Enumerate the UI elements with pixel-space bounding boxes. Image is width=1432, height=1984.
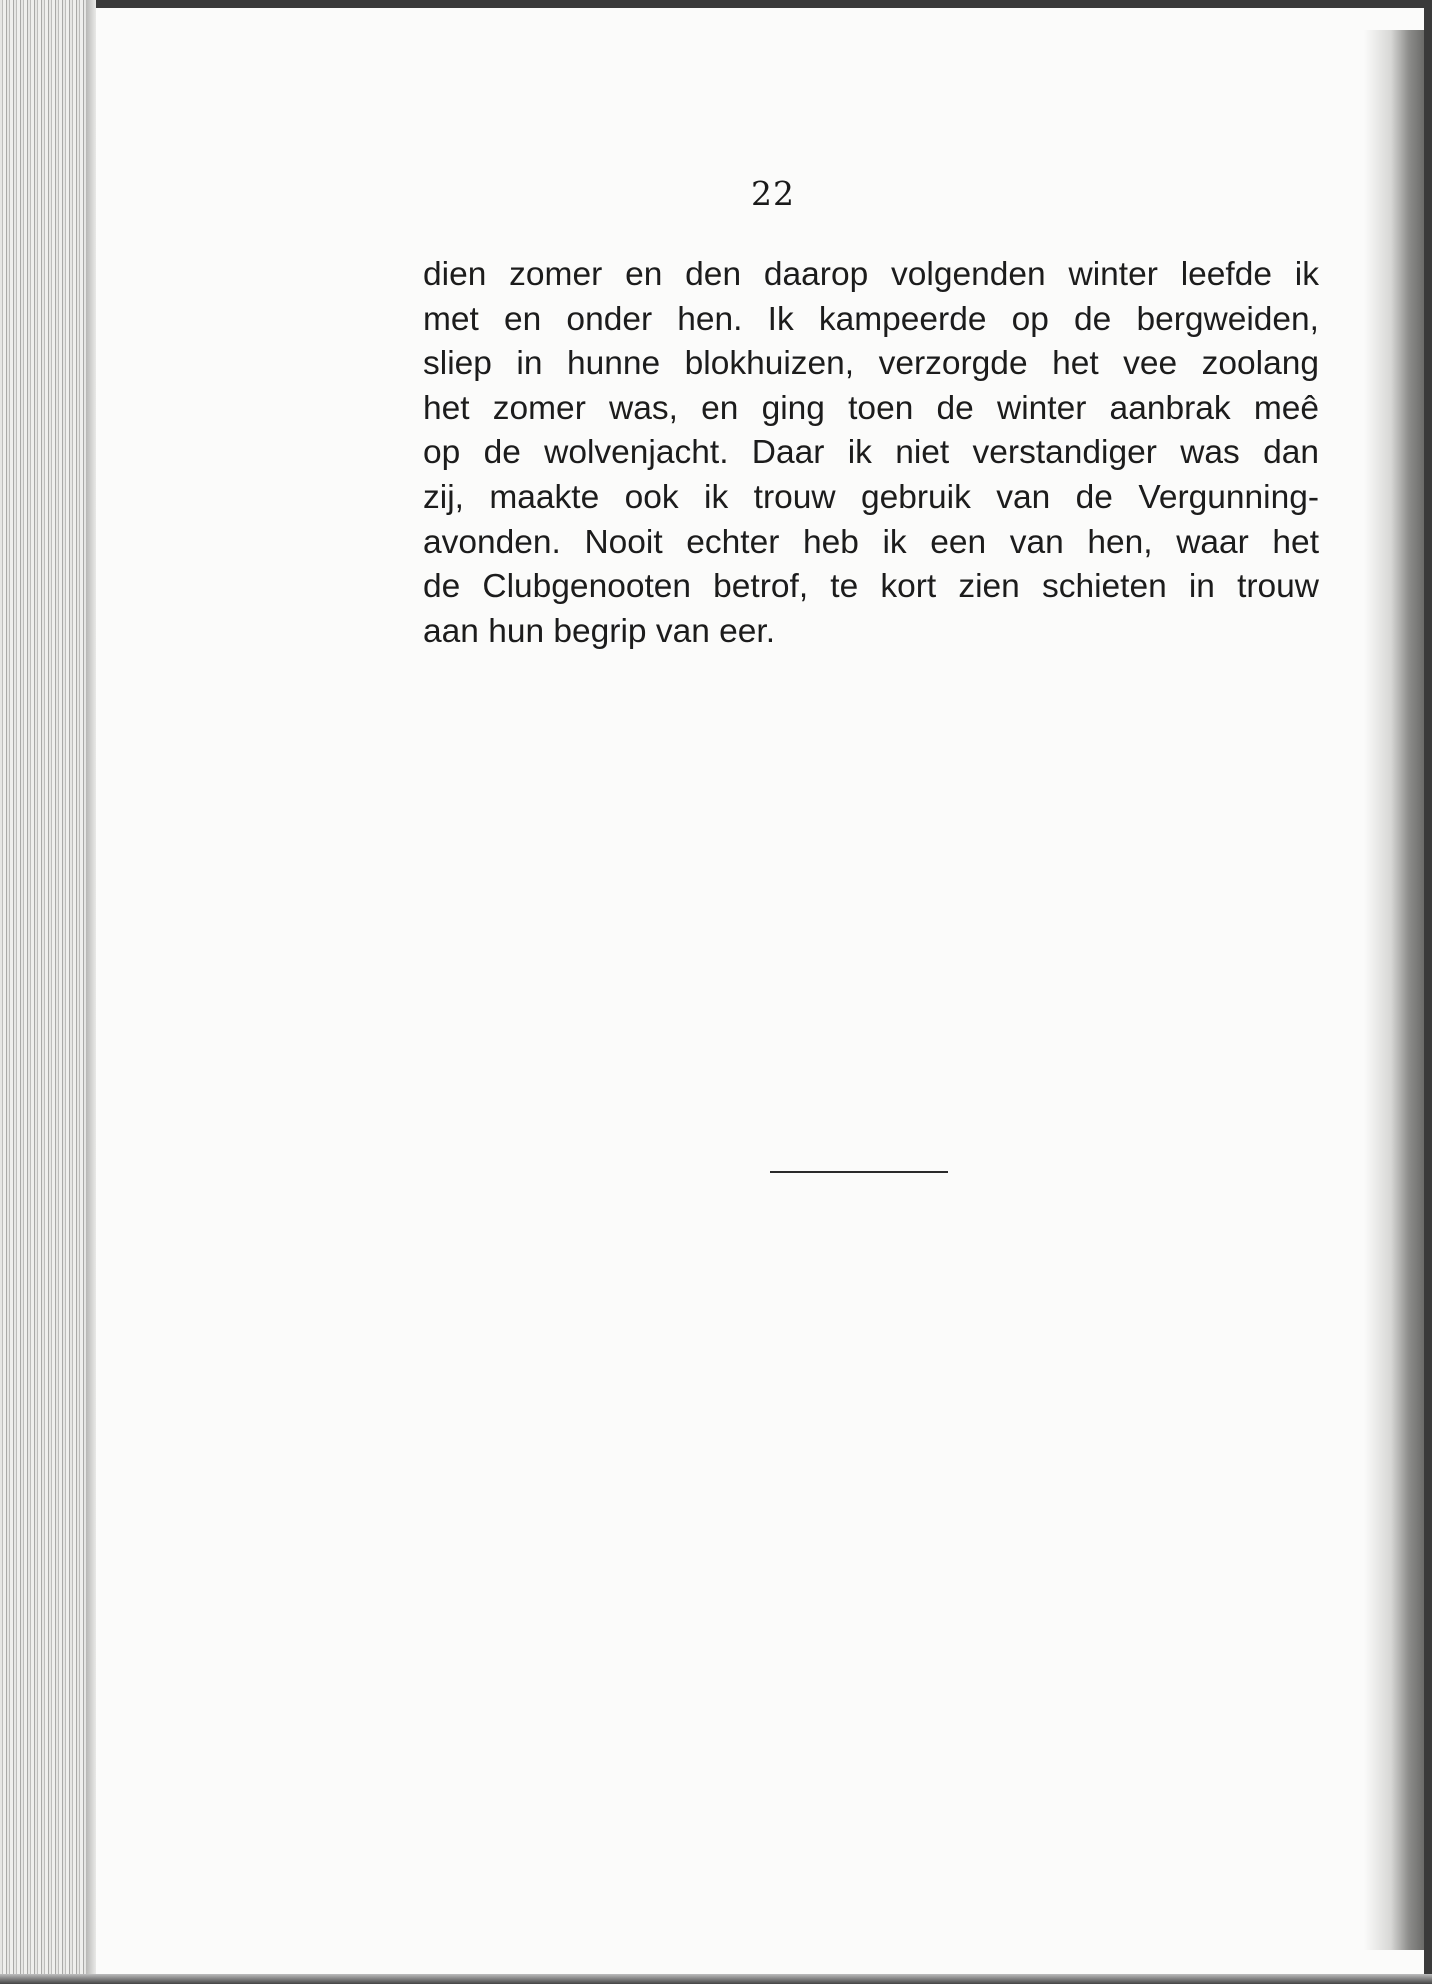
text-line: met en onder hen. Ik kampeerde op de bergweiden, xyxy=(423,300,1319,338)
spine-shadow xyxy=(1364,30,1424,1950)
scan-right-edge xyxy=(1424,0,1432,1984)
body-paragraph xyxy=(423,253,1319,654)
text-line: zij, maakte ook ik trouw gebruik van de Vergunning- xyxy=(423,478,1319,516)
text-line: de Clubgenooten betrof, te kort zien schieten in trouw xyxy=(423,568,1319,606)
section-end-rule xyxy=(770,1171,948,1173)
page-number: 22 xyxy=(751,174,795,213)
text-line: het zomer was, en ging toen de winter aanbrak meê xyxy=(423,389,1319,427)
book-page xyxy=(96,8,1356,1974)
text-line: aan hun begrip van eer. xyxy=(423,612,776,650)
book-page-edges xyxy=(0,0,96,1984)
text-line: sliep in hunne blokhuizen, verzorgde het vee zoolang xyxy=(423,345,1319,383)
scan-top-edge xyxy=(0,0,1432,8)
scan-bottom-edge xyxy=(0,1974,1432,1984)
text-line: dien zomer en den daarop volgenden winter leefde ik xyxy=(423,256,1319,293)
text-line: avonden. Nooit echter heb ik een van hen, waar het xyxy=(423,523,1319,561)
text-line: op de wolvenjacht. Daar ik niet verstandiger was dan xyxy=(423,434,1319,472)
